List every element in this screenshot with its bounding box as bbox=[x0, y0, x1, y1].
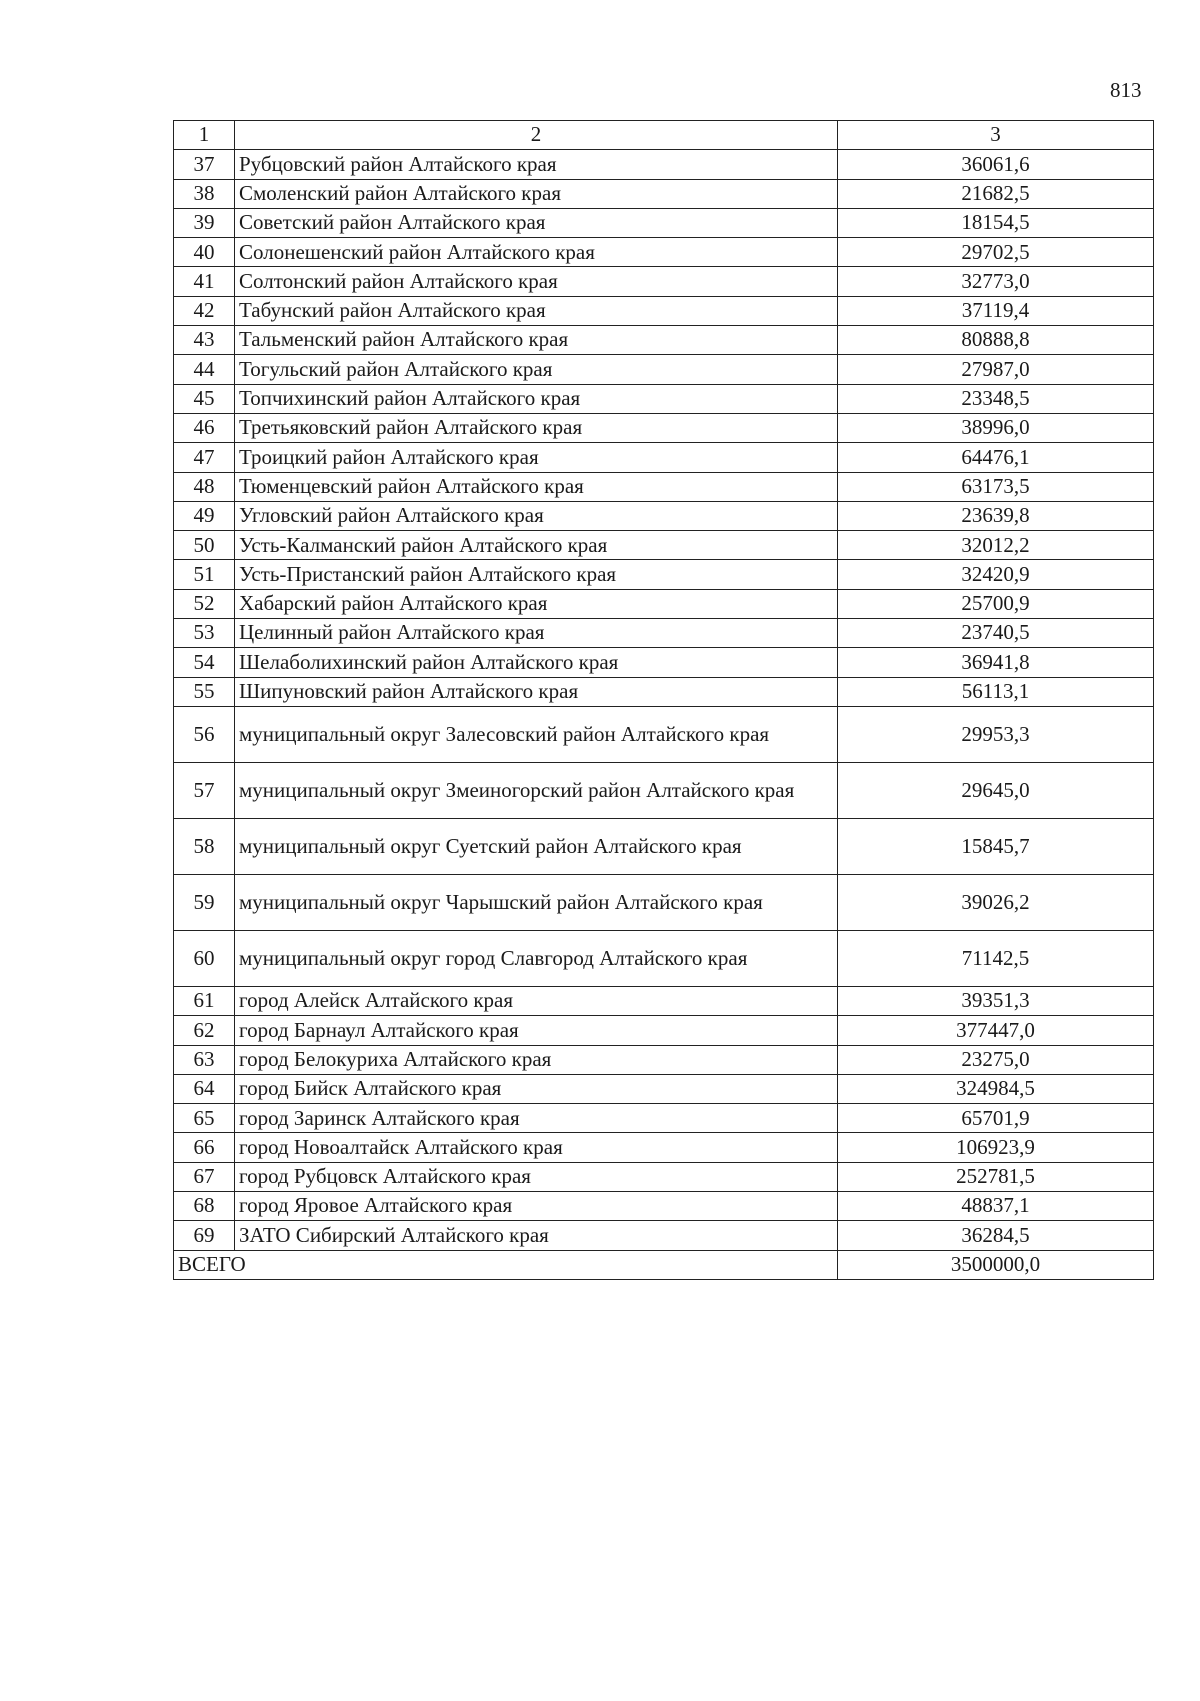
row-number: 63 bbox=[174, 1045, 235, 1074]
table-row bbox=[174, 296, 1154, 325]
row-value: 37119,4 bbox=[838, 296, 1154, 325]
table-row bbox=[174, 1016, 1154, 1045]
row-municipality: Советский район Алтайского края bbox=[235, 208, 838, 237]
table-header-row bbox=[174, 121, 1154, 150]
row-number: 59 bbox=[174, 874, 235, 930]
table-row bbox=[174, 267, 1154, 296]
row-number: 49 bbox=[174, 501, 235, 530]
row-number: 58 bbox=[174, 818, 235, 874]
row-number: 37 bbox=[174, 150, 235, 179]
row-value: 29953,3 bbox=[838, 706, 1154, 762]
row-value: 80888,8 bbox=[838, 326, 1154, 355]
row-number: 60 bbox=[174, 930, 235, 986]
table-row bbox=[174, 1221, 1154, 1250]
row-value: 29702,5 bbox=[838, 238, 1154, 267]
table-row bbox=[174, 1192, 1154, 1221]
row-municipality: Третьяковский район Алтайского края bbox=[235, 413, 838, 442]
row-number: 55 bbox=[174, 677, 235, 706]
row-municipality: Шелаболихинский район Алтайского края bbox=[235, 648, 838, 677]
row-municipality: Топчихинский район Алтайского края bbox=[235, 384, 838, 413]
row-value: 106923,9 bbox=[838, 1133, 1154, 1162]
row-municipality: Троицкий район Алтайского края bbox=[235, 443, 838, 472]
table-row bbox=[174, 1104, 1154, 1133]
row-municipality: ЗАТО Сибирский Алтайского края bbox=[235, 1221, 838, 1250]
row-number: 43 bbox=[174, 326, 235, 355]
row-municipality: Шипуновский район Алтайского края bbox=[235, 677, 838, 706]
table-row bbox=[174, 560, 1154, 589]
table-row bbox=[174, 384, 1154, 413]
row-municipality: муниципальный округ город Славгород Алтайского края bbox=[235, 930, 838, 986]
total-row bbox=[174, 1250, 1154, 1279]
total-label: ВСЕГО bbox=[174, 1250, 838, 1279]
page-number: 813 bbox=[1110, 78, 1142, 102]
row-number: 65 bbox=[174, 1104, 235, 1133]
header-col-3: 3 bbox=[838, 121, 1154, 150]
row-number: 61 bbox=[174, 986, 235, 1015]
row-municipality: город Барнаул Алтайского края bbox=[235, 1016, 838, 1045]
row-number: 44 bbox=[174, 355, 235, 384]
row-municipality: город Алейск Алтайского края bbox=[235, 986, 838, 1015]
row-value: 23348,5 bbox=[838, 384, 1154, 413]
row-number: 47 bbox=[174, 443, 235, 472]
row-municipality: Тальменский район Алтайского края bbox=[235, 326, 838, 355]
row-value: 377447,0 bbox=[838, 1016, 1154, 1045]
table-row bbox=[174, 762, 1154, 818]
row-value: 324984,5 bbox=[838, 1074, 1154, 1103]
row-number: 40 bbox=[174, 238, 235, 267]
row-municipality: Рубцовский район Алтайского края bbox=[235, 150, 838, 179]
table-row bbox=[174, 472, 1154, 501]
row-number: 39 bbox=[174, 208, 235, 237]
row-number: 66 bbox=[174, 1133, 235, 1162]
row-municipality: муниципальный округ Змеиногорский район Алтайского края bbox=[235, 762, 838, 818]
row-value: 32773,0 bbox=[838, 267, 1154, 296]
table-row bbox=[174, 326, 1154, 355]
row-number: 67 bbox=[174, 1162, 235, 1191]
row-value: 64476,1 bbox=[838, 443, 1154, 472]
table-row bbox=[174, 1133, 1154, 1162]
table-row bbox=[174, 179, 1154, 208]
table-row bbox=[174, 355, 1154, 384]
row-value: 63173,5 bbox=[838, 472, 1154, 501]
row-value: 39351,3 bbox=[838, 986, 1154, 1015]
row-value: 65701,9 bbox=[838, 1104, 1154, 1133]
row-value: 25700,9 bbox=[838, 589, 1154, 618]
row-number: 51 bbox=[174, 560, 235, 589]
row-municipality: Тогульский район Алтайского края bbox=[235, 355, 838, 384]
row-number: 68 bbox=[174, 1192, 235, 1221]
row-number: 48 bbox=[174, 472, 235, 501]
row-number: 45 bbox=[174, 384, 235, 413]
row-municipality: город Белокуриха Алтайского края bbox=[235, 1045, 838, 1074]
row-municipality: Усть-Пристанский район Алтайского края bbox=[235, 560, 838, 589]
table-row bbox=[174, 706, 1154, 762]
table-row bbox=[174, 501, 1154, 530]
allocation-table bbox=[173, 120, 1154, 1280]
row-value: 38996,0 bbox=[838, 413, 1154, 442]
row-municipality: муниципальный округ Залесовский район Алтайского края bbox=[235, 706, 838, 762]
row-number: 41 bbox=[174, 267, 235, 296]
total-value: 3500000,0 bbox=[838, 1250, 1154, 1279]
row-number: 69 bbox=[174, 1221, 235, 1250]
row-municipality: Тюменцевский район Алтайского края bbox=[235, 472, 838, 501]
row-number: 38 bbox=[174, 179, 235, 208]
row-value: 56113,1 bbox=[838, 677, 1154, 706]
row-municipality: Целинный район Алтайского края bbox=[235, 619, 838, 648]
row-value: 36284,5 bbox=[838, 1221, 1154, 1250]
row-municipality: город Новоалтайск Алтайского края bbox=[235, 1133, 838, 1162]
table-row bbox=[174, 531, 1154, 560]
row-municipality: Табунский район Алтайского края bbox=[235, 296, 838, 325]
row-number: 56 bbox=[174, 706, 235, 762]
row-value: 23740,5 bbox=[838, 619, 1154, 648]
row-value: 23275,0 bbox=[838, 1045, 1154, 1074]
table-row bbox=[174, 619, 1154, 648]
table-row bbox=[174, 589, 1154, 618]
row-value: 29645,0 bbox=[838, 762, 1154, 818]
row-number: 50 bbox=[174, 531, 235, 560]
table-row bbox=[174, 443, 1154, 472]
table-row bbox=[174, 648, 1154, 677]
row-number: 46 bbox=[174, 413, 235, 442]
row-number: 57 bbox=[174, 762, 235, 818]
row-value: 21682,5 bbox=[838, 179, 1154, 208]
header-col-2: 2 bbox=[235, 121, 838, 150]
row-value: 32420,9 bbox=[838, 560, 1154, 589]
row-number: 64 bbox=[174, 1074, 235, 1103]
row-value: 32012,2 bbox=[838, 531, 1154, 560]
table-row bbox=[174, 238, 1154, 267]
row-municipality: Солтонский район Алтайского края bbox=[235, 267, 838, 296]
table-row bbox=[174, 1074, 1154, 1103]
row-municipality: Усть-Калманский район Алтайского края bbox=[235, 531, 838, 560]
row-municipality: город Бийск Алтайского края bbox=[235, 1074, 838, 1103]
row-value: 27987,0 bbox=[838, 355, 1154, 384]
row-municipality: Угловский район Алтайского края bbox=[235, 501, 838, 530]
table-row bbox=[174, 930, 1154, 986]
row-value: 71142,5 bbox=[838, 930, 1154, 986]
row-municipality: Солонешенский район Алтайского края bbox=[235, 238, 838, 267]
table-row bbox=[174, 208, 1154, 237]
table-row bbox=[174, 818, 1154, 874]
row-municipality: Хабарский район Алтайского края bbox=[235, 589, 838, 618]
row-municipality: город Заринск Алтайского края bbox=[235, 1104, 838, 1133]
row-value: 36061,6 bbox=[838, 150, 1154, 179]
row-number: 54 bbox=[174, 648, 235, 677]
table-body bbox=[174, 121, 1154, 1280]
row-value: 252781,5 bbox=[838, 1162, 1154, 1191]
row-municipality: город Яровое Алтайского края bbox=[235, 1192, 838, 1221]
row-municipality: муниципальный округ Суетский район Алтайского края bbox=[235, 818, 838, 874]
row-value: 15845,7 bbox=[838, 818, 1154, 874]
table-row bbox=[174, 1045, 1154, 1074]
row-value: 36941,8 bbox=[838, 648, 1154, 677]
header-col-1: 1 bbox=[174, 121, 235, 150]
table-row bbox=[174, 677, 1154, 706]
table-row bbox=[174, 986, 1154, 1015]
row-number: 62 bbox=[174, 1016, 235, 1045]
row-number: 52 bbox=[174, 589, 235, 618]
row-value: 23639,8 bbox=[838, 501, 1154, 530]
row-municipality: Смоленский район Алтайского края bbox=[235, 179, 838, 208]
table-row bbox=[174, 874, 1154, 930]
row-number: 42 bbox=[174, 296, 235, 325]
row-value: 48837,1 bbox=[838, 1192, 1154, 1221]
row-municipality: муниципальный округ Чарышский район Алтайского края bbox=[235, 874, 838, 930]
row-value: 39026,2 bbox=[838, 874, 1154, 930]
row-municipality: город Рубцовск Алтайского края bbox=[235, 1162, 838, 1191]
table-row bbox=[174, 1162, 1154, 1191]
row-value: 18154,5 bbox=[838, 208, 1154, 237]
table-row bbox=[174, 413, 1154, 442]
row-number: 53 bbox=[174, 619, 235, 648]
table-row bbox=[174, 150, 1154, 179]
